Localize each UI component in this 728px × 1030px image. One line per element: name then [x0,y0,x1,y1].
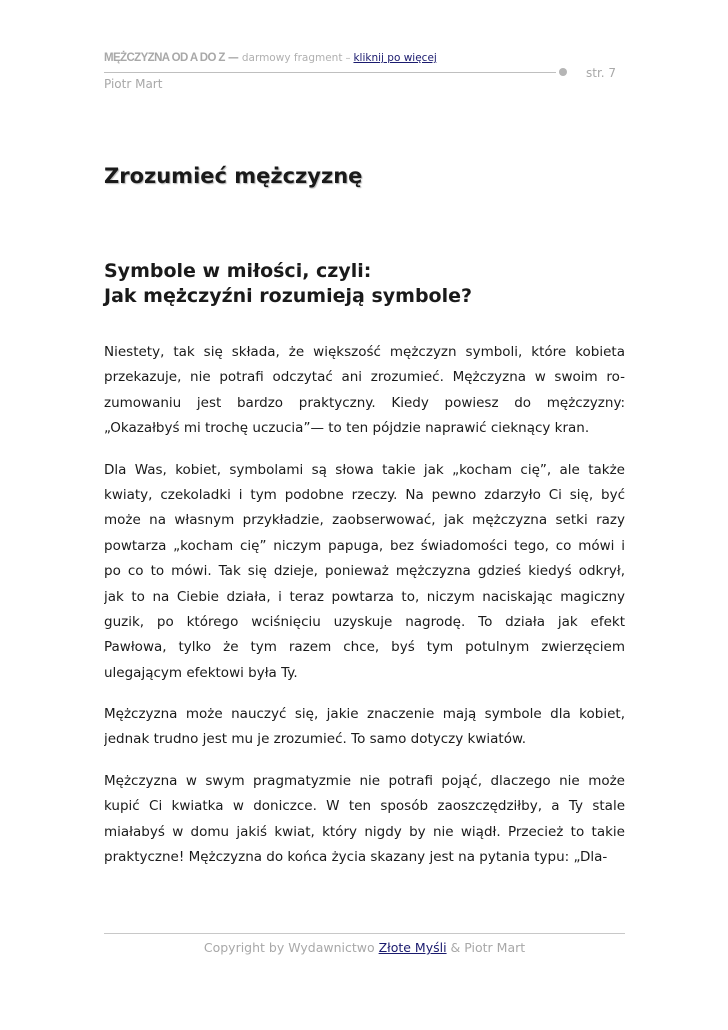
text-line: jak to na Ciebie działa, i teraz powtarza to, niczym naciskając magiczny [104,588,625,605]
text-line: praktyczne! Mężczyzna do końca życia skazany jest na pytania typu: „Dla- [104,849,608,866]
text-line: kupić Ci kwiatka w doniczce. W ten sposób zaoszczędziłby, a Ty stale [104,798,625,815]
header-top-line [104,50,437,67]
text-line: może na własnym przykładzie, zaobserwować, jak mężczyzna setki razy [104,512,625,529]
publisher-link[interactable]: Złote Myśli [378,940,447,955]
bullet-icon [559,68,567,76]
section-title-line-2: Jak mężczyźni rozumieją symbole? [104,285,473,307]
text-line: zumowaniu jest bardzo praktyczny. Kiedy powiesz do mężczyzny: [104,394,625,411]
footer-copyright: Copyright by Wydawnictwo [203,940,379,955]
text-line: Dla Was, kobiet, symbolami są słowa takie jak „kocham cię”, ale także [104,461,625,478]
paragraph [104,340,625,442]
body-text [104,340,625,886]
section-title [104,259,472,309]
text-line: guzik, po którego wciśnięciu uzyskuje nagrodę. To działa jak efekt [104,613,625,630]
document-page [104,0,625,1030]
footer-rule [104,933,625,934]
text-line: Mężczyzna w swym pragmatyzmie nie potrafi pojąć, dlaczego nie może [104,772,625,789]
header-dash: — [227,51,239,64]
text-line: „Okazałbyś mi trochę uczucia”— to ten pójdzie naprawić cieknący kran. [104,420,590,437]
header-separator: – [345,53,351,64]
header-author: Piotr Mart [104,77,163,91]
text-line: Pawłowa, tylko że tym razem chce, byś tym potulnym zwierzęciem [104,639,625,656]
text-line: miałabyś w domu jakiś kwiat, który nigdy by nie wiądł. Przecież to takie [104,823,625,840]
text-line: powtarza „kocham cię” niczym papuga, bez świadomości tego, co mówi i [104,537,625,554]
text-line: Niestety, tak się składa, że większość mężczyzn symboli, które kobieta [104,344,625,360]
chapter-title: Zrozumieć mężczyznę [104,164,363,188]
text-line: po co to mówi. Tak się dzieje, ponieważ mężczyzna gdzieś kiedyś odkrył, [104,563,625,580]
paragraph [104,702,625,753]
page-number: str. 7 [586,66,617,80]
page-header [104,50,625,100]
book-title: MĘŻCZYZNA OD A DO Z [104,52,225,64]
header-rule [104,72,556,73]
section-title-line-1: Symbole w miłości, czyli: [104,260,372,282]
page-footer [104,940,625,955]
text-line: jednak trudno jest mu je zrozumieć. To samo dotyczy kwiatów. [104,731,527,748]
text-line: kwiaty, czekoladki i tym podobne rzeczy. Na pewno zdarzyło Ci się, być [104,486,625,503]
text-line: Mężczyzna może nauczyć się, jakie znaczenie mają symbole dla kobiet, [104,706,625,723]
free-fragment-label: darmowy fragment [241,52,343,64]
text-line: przekazuje, nie potrafi odczytać ani zrozumieć. Mężczyzna w swoim ro- [104,369,625,386]
more-link[interactable]: kliknij po więcej [353,52,437,64]
text-line: ulegającym efektowi była Ty. [104,664,298,681]
paragraph [104,769,625,871]
paragraph [104,458,625,687]
footer-author: & Piotr Mart [446,940,526,955]
